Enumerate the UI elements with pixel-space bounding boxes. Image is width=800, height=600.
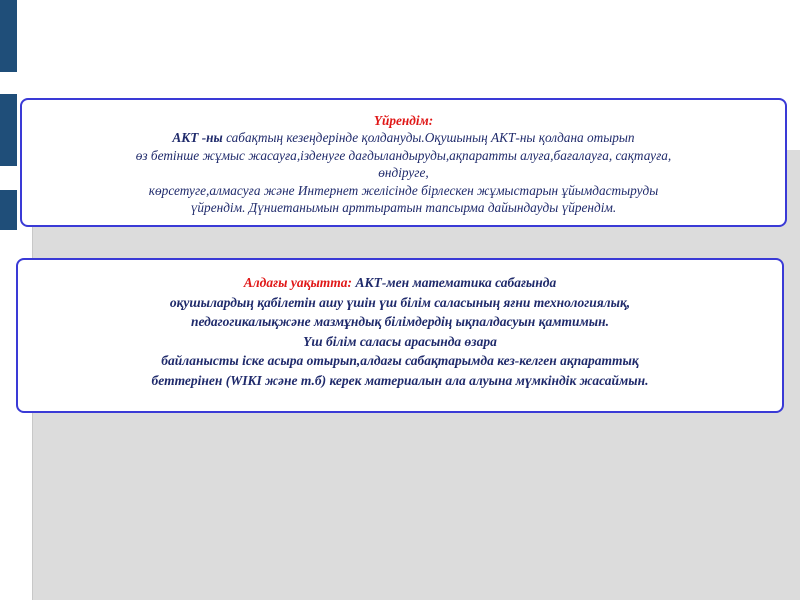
learned-line-1 — [32, 129, 775, 146]
learned-line-2: өз бетінше жұмыс жасауға,ізденуге дағдыландыруды,ақпаратты алуға,бағалауға, сақтауға, — [135, 147, 672, 163]
learned-line-3: өндіруге, — [378, 165, 429, 181]
future-line-6: беттерінен (WIKI және т.б) керек материалын ала алуына мүмкіндік жасаймын. — [151, 372, 649, 388]
side-accent-bar-top — [0, 0, 17, 72]
future-line-2: оқушылардың қабілетін ашу үшін үш білім саласының яғни технологиялық, — [169, 294, 631, 310]
future-line-5: байланысты іске асыра отырып,алдағы сабақтарымда кез-келген ақпараттық — [161, 353, 639, 369]
future-line-3: педагогикалықжәне мазмұндық білімдердің ықпалдасуын қамтимын. — [191, 314, 609, 330]
future-line-1 — [28, 273, 772, 293]
side-accent-bar-middle — [0, 94, 17, 166]
future-line-1-rest: АКТ-мен математика сабағында — [352, 275, 557, 290]
side-accent-bar-bottom — [0, 190, 17, 230]
learned-line-4: көрсетуге,алмасуға және Интернет желісінде бірлескен жұмыстарын ұйымдастыруды — [148, 182, 659, 198]
learned-line-5: үйрендім. Дүниетанымын арттыратын тапсырма дайындауды үйрендім. — [190, 200, 617, 216]
future-line-4: Үш білім саласы арасында өзара — [303, 333, 497, 349]
future-plans-card — [16, 258, 784, 413]
learned-line-1-prefix: АКТ -ны — [172, 130, 223, 146]
learned-heading: Үйрендім: — [373, 113, 434, 128]
learned-card — [20, 98, 787, 227]
learned-line-1-rest: сабақтың кезеңдерінде қолдануды.Оқушының АКТ-ны қолдана отырып — [222, 130, 635, 146]
future-heading: Алдағы уақытта: — [243, 275, 353, 290]
